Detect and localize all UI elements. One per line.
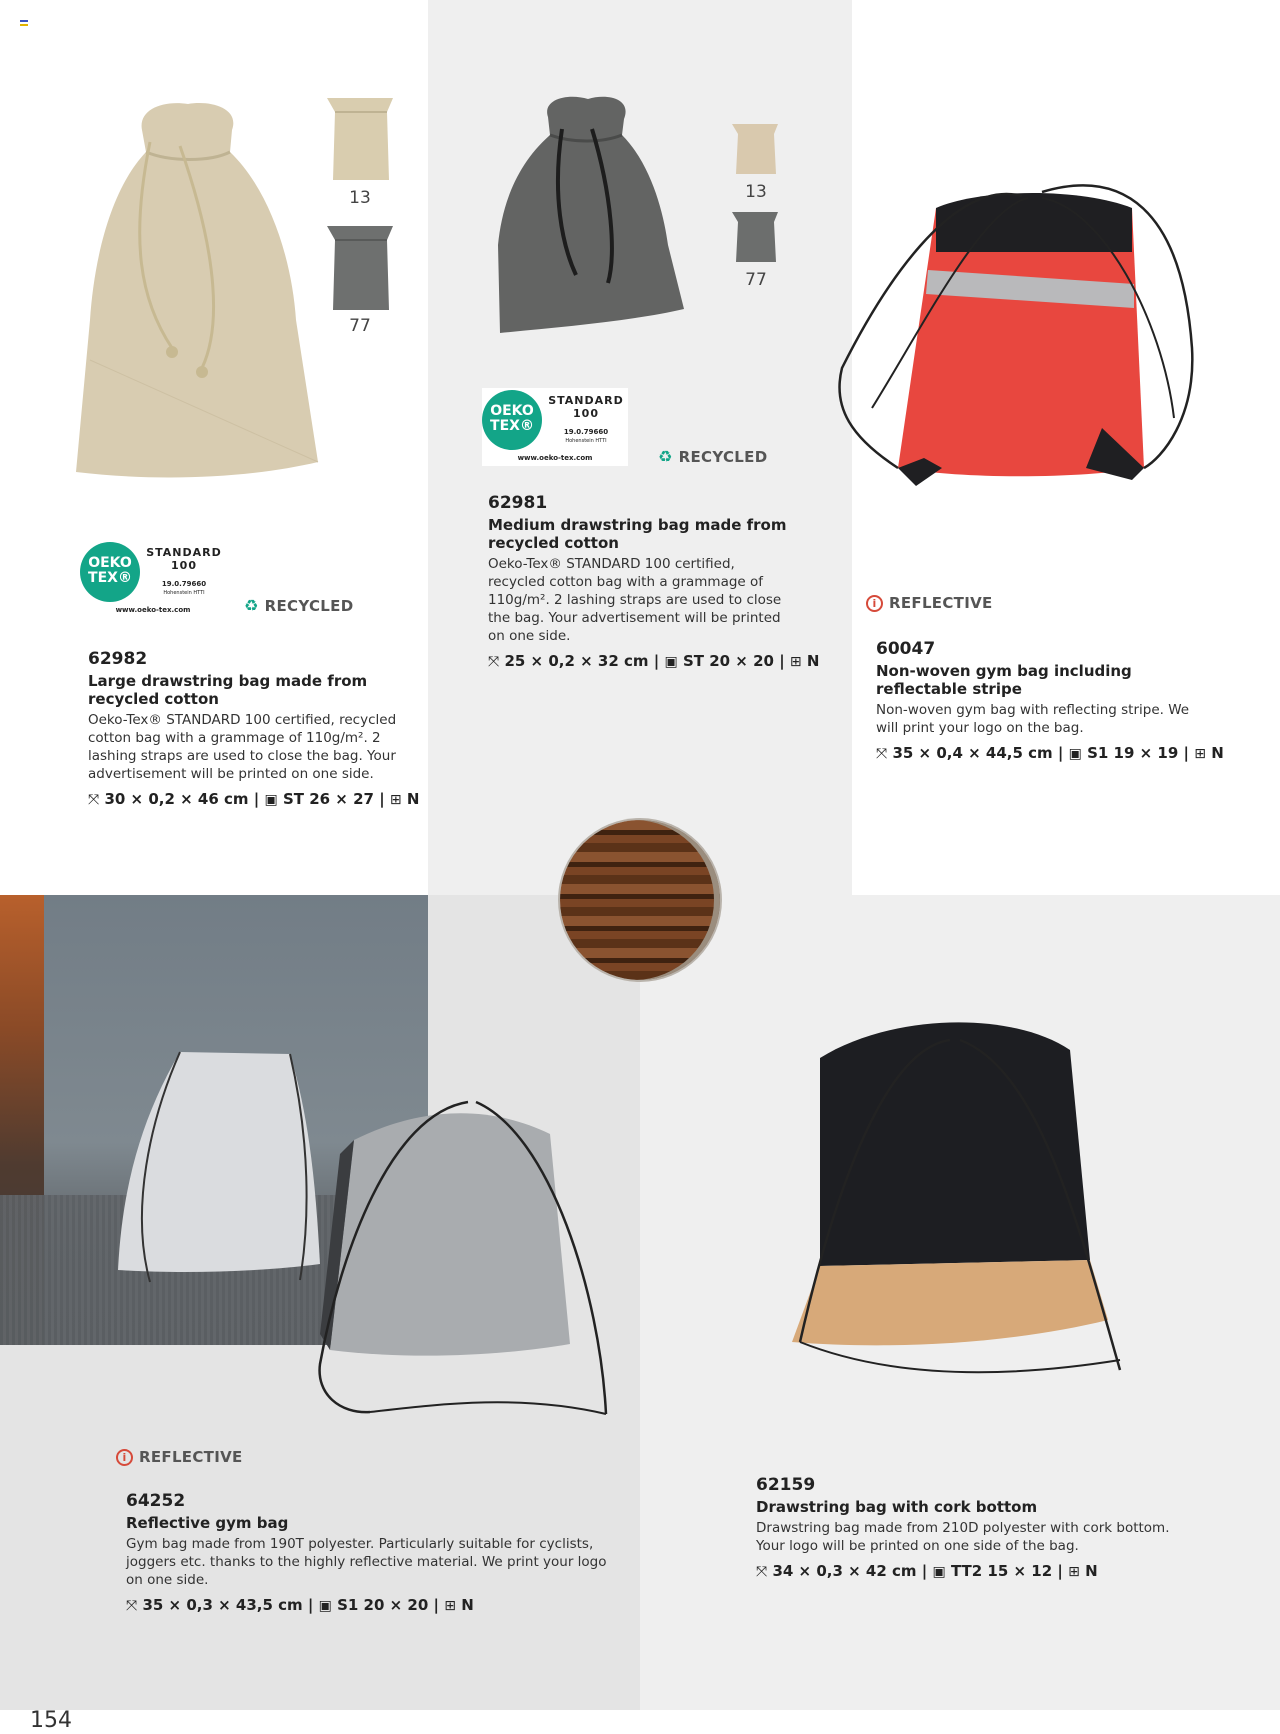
cork-bottom-bag-image bbox=[780, 1010, 1130, 1390]
red-gym-bag-image bbox=[832, 168, 1212, 528]
packaging-icon: ⊞ bbox=[789, 654, 802, 670]
product-60047 bbox=[876, 638, 1224, 764]
page-number: 154 bbox=[30, 1708, 72, 1733]
print-area-icon: ▣ bbox=[1068, 746, 1082, 762]
recycled-tag-medium: ♻ RECYCLED bbox=[658, 447, 768, 466]
recycled-tag: ♻ RECYCLED bbox=[244, 596, 354, 615]
recycle-icon: ♻ bbox=[658, 447, 673, 466]
print-area-icon: ▣ bbox=[318, 1598, 332, 1614]
product-code: 62982 bbox=[88, 649, 148, 669]
product-description: Non-woven gym bag with reflecting stripe. We will print your logo on the bag. bbox=[876, 702, 1190, 736]
product-title: Drawstring bag with cork bottom bbox=[756, 1498, 1038, 1516]
large-cotton-bag-image bbox=[70, 100, 330, 490]
corner-mark bbox=[20, 20, 28, 26]
oeko-tex-badge-medium: OEKO TEX® STANDARD 100 19.0.79660 Hohenstein HTTI www.oeko-tex.com bbox=[482, 388, 628, 466]
medium-cotton-bag-image bbox=[492, 95, 692, 340]
packaging-icon: ⊞ bbox=[1068, 1564, 1080, 1580]
product-code: 60047 bbox=[876, 639, 936, 659]
dimensions-icon: ⤧ bbox=[126, 1598, 138, 1614]
wood-disc-decoration bbox=[560, 820, 720, 980]
product-description: Drawstring bag made from 210D polyester with cork bottom. Your logo will be printed on one side of the bag. bbox=[756, 1520, 1170, 1554]
product-62159 bbox=[756, 1474, 1196, 1582]
variant-label-13-medium: 13 bbox=[745, 182, 767, 202]
info-icon: i bbox=[866, 595, 883, 612]
dimensions-icon: ⤧ bbox=[88, 792, 100, 808]
product-specs: ⤧ 34 × 0,3 × 42 cm | ▣ TT2 15 × 12 | ⊞ N bbox=[756, 1562, 1098, 1580]
product-62981 bbox=[488, 492, 820, 672]
product-specs: ⤧ 30 × 0,2 × 46 cm | ▣ ST 26 × 27 | ⊞ N bbox=[88, 790, 420, 808]
product-description: Gym bag made from 190T polyester. Particularly suitable for cyclists, joggers etc. thanks to the highly reflective material. We print your logo on one side. bbox=[126, 1536, 607, 1588]
packaging-icon: ⊞ bbox=[389, 792, 402, 808]
recycle-icon: ♻ bbox=[244, 596, 259, 615]
print-area-icon: ▣ bbox=[264, 792, 278, 808]
product-title: Non-woven gym bag including reflectable stripe bbox=[876, 662, 1132, 698]
product-title: Medium drawstring bag made from recycled cotton bbox=[488, 516, 787, 552]
product-64252 bbox=[126, 1490, 626, 1616]
reflective-gym-bag-image bbox=[300, 1094, 620, 1454]
print-area-icon: ▣ bbox=[664, 654, 678, 670]
info-icon: i bbox=[116, 1449, 133, 1466]
dimensions-icon: ⤧ bbox=[488, 654, 500, 670]
variant-77-swatch-image bbox=[325, 222, 395, 314]
oeko-tex-circle: OEKO TEX® bbox=[80, 542, 140, 602]
dimensions-icon: ⤧ bbox=[756, 1564, 768, 1580]
product-title: Reflective gym bag bbox=[126, 1514, 289, 1532]
variant-13-swatch-image-medium bbox=[730, 120, 780, 176]
variant-label-77-medium: 77 bbox=[745, 270, 767, 290]
variant-label-13: 13 bbox=[349, 188, 371, 208]
product-code: 62981 bbox=[488, 493, 548, 513]
oeko-tex-badge: OEKO TEX® STANDARD 100 19.0.79660 Hohenstein HTTI www.oeko-tex.com bbox=[80, 540, 226, 618]
product-specs: ⤧ 25 × 0,2 × 32 cm | ▣ ST 20 × 20 | ⊞ N bbox=[488, 652, 820, 670]
product-specs: ⤧ 35 × 0,4 × 44,5 cm | ▣ S1 19 × 19 | ⊞ N bbox=[876, 744, 1224, 762]
product-62982 bbox=[88, 648, 420, 810]
product-code: 62159 bbox=[756, 1475, 816, 1495]
reflective-tag: i REFLECTIVE bbox=[866, 594, 993, 612]
variant-label-77: 77 bbox=[349, 316, 371, 336]
variant-77-swatch-image-medium bbox=[730, 208, 780, 264]
packaging-icon: ⊞ bbox=[444, 1598, 456, 1614]
packaging-icon: ⊞ bbox=[1194, 746, 1206, 762]
dimensions-icon: ⤧ bbox=[876, 746, 888, 762]
variant-13-swatch-image bbox=[325, 94, 395, 184]
product-code: 64252 bbox=[126, 1491, 186, 1511]
product-description: Oeko-Tex® STANDARD 100 certified, recycled cotton bag with a grammage of 110g/m². 2 lashing straps are used to close the bag. Your advertisement will be printed on one side. bbox=[88, 712, 397, 782]
product-specs: ⤧ 35 × 0,3 × 43,5 cm | ▣ S1 20 × 20 | ⊞ N bbox=[126, 1596, 474, 1614]
oeko-tex-circle-medium: OEKO TEX® bbox=[482, 390, 542, 450]
product-title: Large drawstring bag made from recycled cotton bbox=[88, 672, 368, 708]
reflective-tag-gym: i REFLECTIVE bbox=[116, 1448, 243, 1466]
product-description: Oeko-Tex® STANDARD 100 certified, recycled cotton bag with a grammage of 110g/m². 2 lashing straps are used to close the bag. Your advertisement will be printed on one side. bbox=[488, 556, 782, 644]
print-area-icon: ▣ bbox=[932, 1564, 946, 1580]
